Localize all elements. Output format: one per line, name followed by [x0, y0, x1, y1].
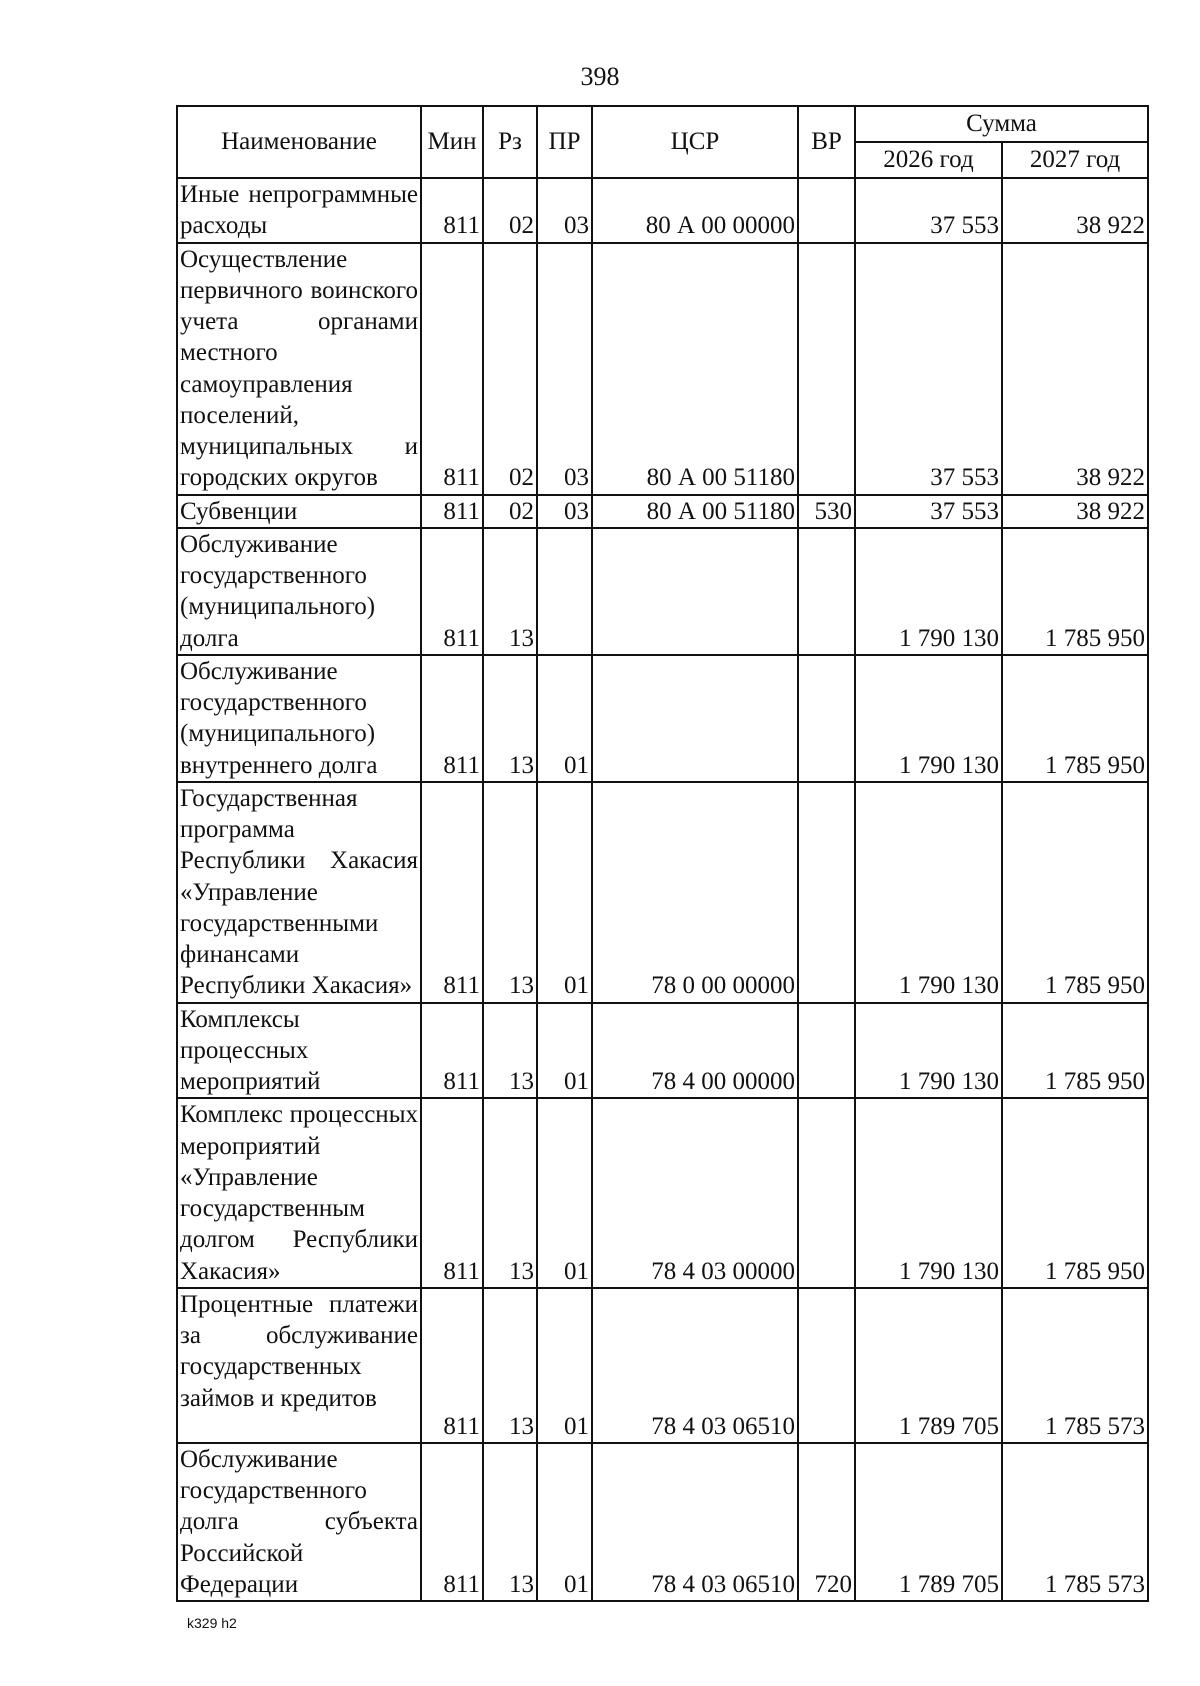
row-pr: 01	[537, 655, 592, 782]
row-name: Обслуживание государственного (муниципального) долга	[177, 528, 421, 655]
row-pr: 01	[537, 782, 592, 1003]
row-amount-2027: 1 785 950	[1002, 1003, 1148, 1099]
row-amount-2027: 38 922	[1002, 243, 1148, 495]
row-vr	[798, 655, 855, 782]
row-pr: 03	[537, 243, 592, 495]
row-rz: 13	[483, 655, 537, 782]
row-rz: 13	[483, 1098, 537, 1288]
row-vr	[798, 1098, 855, 1288]
row-name: Комплексы процессных мероприятий	[177, 1003, 421, 1099]
row-rz: 13	[483, 1443, 537, 1601]
header-year-2027: 2027 год	[1002, 142, 1148, 178]
table-row	[177, 528, 1148, 655]
row-amount-2026: 1 789 705	[855, 1443, 1002, 1601]
row-name: Субвенции	[177, 495, 421, 528]
row-amount-2026: 37 553	[855, 243, 1002, 495]
header-year-2026: 2026 год	[855, 142, 1002, 178]
row-amount-2026: 37 553	[855, 178, 1002, 243]
row-rz: 02	[483, 495, 537, 528]
header-pr: ПР	[537, 106, 592, 178]
row-amount-2027: 1 785 950	[1002, 782, 1148, 1003]
table-row	[177, 1288, 1148, 1443]
row-pr: 03	[537, 178, 592, 243]
row-amount-2027: 1 785 573	[1002, 1288, 1148, 1443]
row-name: Иные непрограммные расходы	[177, 178, 421, 243]
header-rz: Рз	[483, 106, 537, 178]
row-amount-2026: 1 790 130	[855, 655, 1002, 782]
row-vr	[798, 243, 855, 495]
row-pr: 01	[537, 1098, 592, 1288]
row-amount-2027: 1 785 950	[1002, 528, 1148, 655]
row-min: 811	[421, 495, 483, 528]
row-csr	[592, 528, 798, 655]
row-min: 811	[421, 1443, 483, 1601]
row-csr: 80 А 00 51180	[592, 243, 798, 495]
row-rz: 13	[483, 1288, 537, 1443]
table-body	[177, 178, 1148, 1601]
header-min: Мин	[421, 106, 483, 178]
row-rz: 13	[483, 528, 537, 655]
budget-table	[176, 105, 1149, 1602]
row-pr: 03	[537, 495, 592, 528]
row-rz: 13	[483, 782, 537, 1003]
row-amount-2026: 1 790 130	[855, 528, 1002, 655]
row-pr	[537, 528, 592, 655]
footer-code: k329 h2	[187, 1615, 237, 1631]
row-csr: 78 0 00 00000	[592, 782, 798, 1003]
row-min: 811	[421, 1003, 483, 1099]
row-min: 811	[421, 655, 483, 782]
row-vr	[798, 528, 855, 655]
table-row	[177, 495, 1148, 528]
header-name: Наименование	[177, 106, 421, 178]
table-row	[177, 655, 1148, 782]
row-csr: 78 4 03 00000	[592, 1098, 798, 1288]
table-row	[177, 178, 1148, 243]
table-row	[177, 1003, 1148, 1099]
row-amount-2026: 1 790 130	[855, 1003, 1002, 1099]
row-rz: 13	[483, 1003, 537, 1099]
row-rz: 02	[483, 178, 537, 243]
row-min: 811	[421, 1288, 483, 1443]
row-name: Комплекс процессных мероприятий «Управление государственным долгом Республики Хакасия»	[177, 1098, 421, 1288]
row-name: Обслуживание государственного (муниципального) внутреннего долга	[177, 655, 421, 782]
table-row	[177, 782, 1148, 1003]
row-min: 811	[421, 178, 483, 243]
table-row	[177, 243, 1148, 495]
row-pr: 01	[537, 1003, 592, 1099]
row-vr	[798, 178, 855, 243]
row-rz: 02	[483, 243, 537, 495]
header-csr: ЦСР	[592, 106, 798, 178]
row-vr: 720	[798, 1443, 855, 1601]
row-csr: 80 А 00 51180	[592, 495, 798, 528]
row-name: Государственная программа Республики Хакасия «Управление государственными финансами Республики Хакасия»	[177, 782, 421, 1003]
row-vr: 530	[798, 495, 855, 528]
header-vr: ВР	[798, 106, 855, 178]
row-csr	[592, 655, 798, 782]
page-number: 398	[580, 62, 620, 91]
row-amount-2026: 1 790 130	[855, 782, 1002, 1003]
row-name: Процентные платежи за обслуживание государственных займов и кредитов	[177, 1288, 421, 1443]
row-amount-2027: 38 922	[1002, 178, 1148, 243]
row-min: 811	[421, 243, 483, 495]
row-name: Осуществление первичного воинского учета органами местного самоуправления поселений, муниципальных и городских округов	[177, 243, 421, 495]
row-min: 811	[421, 528, 483, 655]
row-pr: 01	[537, 1443, 592, 1601]
row-name: Обслуживание государственного долга субъекта Российской Федерации	[177, 1443, 421, 1601]
table-row	[177, 1443, 1148, 1601]
row-amount-2027: 1 785 950	[1002, 655, 1148, 782]
row-amount-2027: 1 785 950	[1002, 1098, 1148, 1288]
row-vr	[798, 1003, 855, 1099]
row-amount-2026: 1 790 130	[855, 1098, 1002, 1288]
row-csr: 78 4 03 06510	[592, 1443, 798, 1601]
row-amount-2026: 1 789 705	[855, 1288, 1002, 1443]
row-min: 811	[421, 782, 483, 1003]
row-pr: 01	[537, 1288, 592, 1443]
row-amount-2026: 37 553	[855, 495, 1002, 528]
row-csr: 78 4 00 00000	[592, 1003, 798, 1099]
row-vr	[798, 1288, 855, 1443]
row-vr	[798, 782, 855, 1003]
row-amount-2027: 1 785 573	[1002, 1443, 1148, 1601]
row-csr: 78 4 03 06510	[592, 1288, 798, 1443]
row-csr: 80 А 00 00000	[592, 178, 798, 243]
row-min: 811	[421, 1098, 483, 1288]
row-amount-2027: 38 922	[1002, 495, 1148, 528]
table-header	[177, 106, 1148, 178]
table-row	[177, 1098, 1148, 1288]
header-sum: Сумма	[855, 106, 1148, 142]
